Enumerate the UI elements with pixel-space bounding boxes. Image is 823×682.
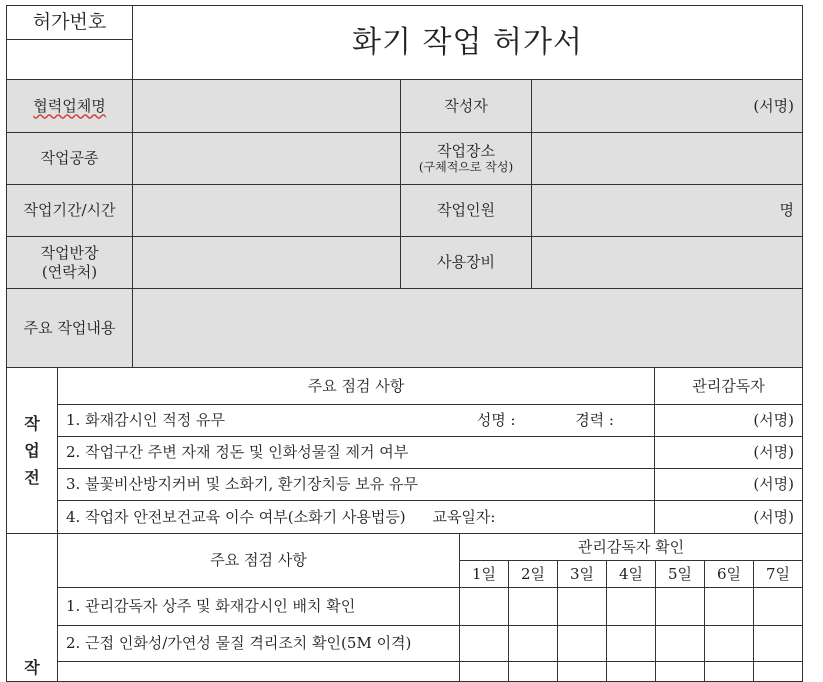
during-work-section-label: 작 [7, 534, 58, 682]
check-cell[interactable] [705, 662, 754, 682]
check-cell[interactable] [705, 626, 754, 662]
pre-work-item-1: 1. 화재감시인 적정 유무 성명 : 경력 : [58, 405, 655, 437]
pre-work-supervisor-header: 관리감독자 [655, 368, 803, 405]
period-label: 작업기간/시간 [7, 185, 133, 237]
pre-work-section-label: 작 업 전 [7, 368, 58, 534]
info-table [6, 79, 803, 368]
day-3-header: 3일 [558, 561, 607, 588]
workers-field[interactable]: 명 [532, 185, 803, 237]
check-cell[interactable] [460, 588, 509, 626]
pre-work-item-2: 2. 작업구간 주변 자재 정돈 및 인화성물질 제거 여부 [58, 437, 655, 469]
pre-work-items-header: 주요 점검 사항 [58, 368, 655, 405]
location-field[interactable] [532, 133, 803, 185]
day-4-header: 4일 [607, 561, 656, 588]
pre-work-sign-1[interactable]: (서명) [655, 405, 803, 437]
location-note: (구체적으로 작성) [418, 160, 514, 175]
check-cell[interactable] [607, 626, 656, 662]
foreman-field[interactable] [133, 237, 401, 289]
workers-label: 작업인원 [401, 185, 532, 237]
writer-label: 작성자 [401, 80, 532, 133]
permit-number-label: 허가번호 [7, 6, 133, 40]
check-cell[interactable] [509, 626, 558, 662]
day-2-header: 2일 [509, 561, 558, 588]
check-cell[interactable] [754, 626, 803, 662]
pre-work-item-3: 3. 불꽃비산방지커버 및 소화기, 환기장치등 보유 유무 [58, 469, 655, 501]
check-cell[interactable] [607, 662, 656, 682]
check-cell[interactable] [656, 588, 705, 626]
check-cell[interactable] [558, 662, 607, 682]
supervisor-confirm-header: 관리감독자 확인 [460, 534, 803, 561]
fire-watch-name-label: 성명 : [476, 411, 516, 430]
equipment-field[interactable] [532, 237, 803, 289]
fire-watch-career-label: 경력 : [575, 411, 614, 430]
pre-work-sign-2[interactable]: (서명) [655, 437, 803, 469]
check-cell[interactable] [558, 588, 607, 626]
pre-work-sign-3[interactable]: (서명) [655, 469, 803, 501]
check-cell[interactable] [509, 662, 558, 682]
location-label-cell [401, 133, 532, 185]
day-7-header: 7일 [754, 561, 803, 588]
check-cell[interactable] [460, 626, 509, 662]
check-cell[interactable] [607, 588, 656, 626]
foreman-label: 작업반장 [40, 243, 99, 262]
check-cell[interactable] [754, 588, 803, 626]
foreman-contact: (연락처) [41, 262, 98, 281]
content-label: 주요 작업내용 [7, 289, 133, 368]
pre-work-item-4: 4. 작업자 안전보건교육 이수 여부(소화기 사용법등) 교육일자: [58, 501, 655, 534]
form-title: 화기 작업 허가서 [133, 6, 803, 81]
period-field[interactable] [133, 185, 401, 237]
equipment-label: 사용장비 [401, 237, 532, 289]
check-cell[interactable] [754, 662, 803, 682]
check-cell[interactable] [460, 662, 509, 682]
permit-number-field[interactable] [7, 40, 133, 81]
check-cell[interactable] [705, 588, 754, 626]
location-label: 작업장소 [437, 141, 495, 160]
contractor-label: 협력업체명 [7, 80, 133, 133]
work-type-label: 작업공종 [7, 133, 133, 185]
work-type-field[interactable] [133, 133, 401, 185]
during-work-items-header: 주요 점검 사항 [58, 534, 460, 588]
day-6-header: 6일 [705, 561, 754, 588]
permit-header [6, 5, 803, 81]
check-cell[interactable] [656, 626, 705, 662]
check-cell[interactable] [509, 588, 558, 626]
day-5-header: 5일 [656, 561, 705, 588]
during-work-item-1: 1. 관리감독자 상주 및 화재감시인 배치 확인 [58, 588, 460, 626]
content-field[interactable] [133, 289, 803, 368]
foreman-label-cell [7, 237, 133, 289]
day-1-header: 1일 [460, 561, 509, 588]
pre-work-table [6, 367, 803, 534]
check-cell[interactable] [558, 626, 607, 662]
during-work-item-2: 2. 근접 인화성/가연성 물질 격리조치 확인(5M 이격) [58, 626, 460, 662]
contractor-field[interactable] [133, 80, 401, 133]
writer-sign-field[interactable]: (서명) [532, 80, 803, 133]
during-work-table [6, 533, 803, 682]
pre-work-sign-4[interactable]: (서명) [655, 501, 803, 534]
education-date-label: 교육일자: [432, 507, 496, 526]
during-work-item-3 [58, 662, 460, 682]
check-cell[interactable] [656, 662, 705, 682]
